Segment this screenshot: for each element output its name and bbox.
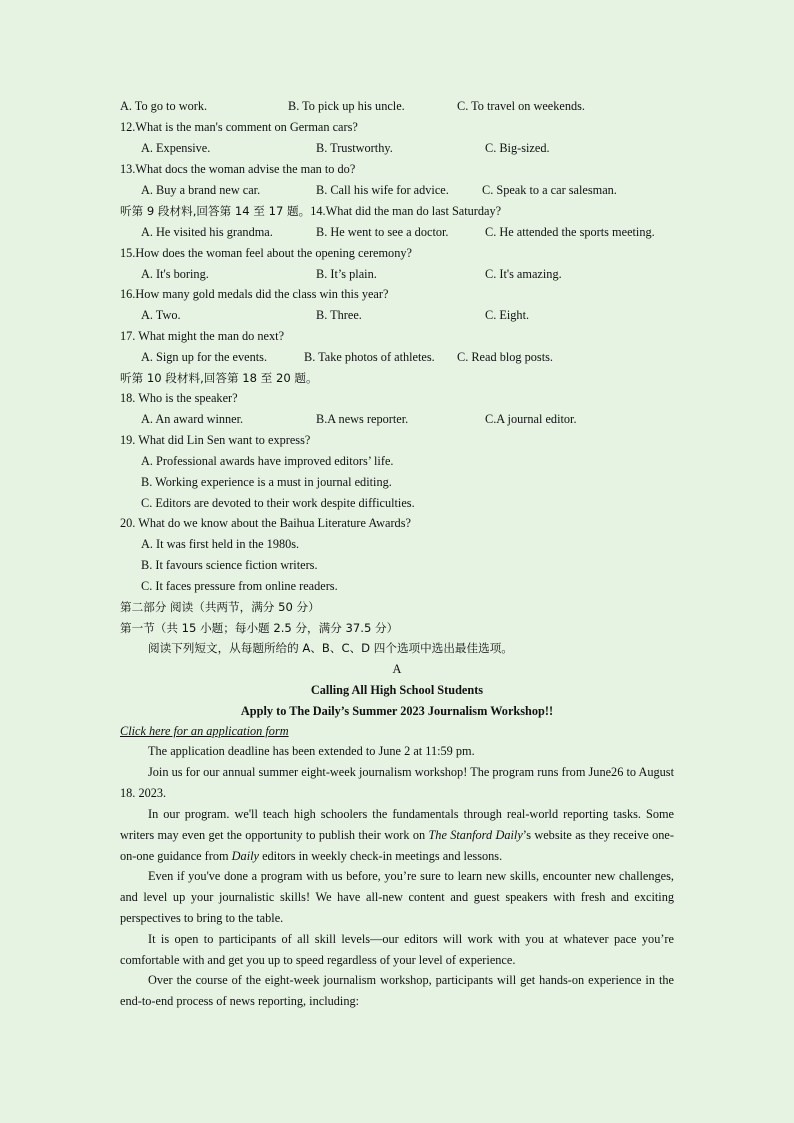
q12-option-a: A. Expensive. <box>141 141 211 155</box>
passage-letter: A <box>392 662 402 676</box>
q11-option-c: C. To travel on weekends. <box>457 99 586 113</box>
passage-paragraph-6 <box>120 970 674 1012</box>
section9-line <box>120 203 501 219</box>
paragraph-6-text: Over the course of the eight-week journalism workshop, participants will get hands-on experience in the end-to-end process of news reporting, including: <box>120 973 674 1008</box>
paragraph-1-text: The application deadline has been extended to June 2 at 11:59 pm. <box>148 744 475 758</box>
part2-heading: 第二部分 阅读（共两节，满分 50 分） <box>120 600 320 614</box>
paragraph-2-text: Join us for our annual summer eight-week journalism workshop! The program runs from June26 to August 18. 2023. <box>120 765 674 800</box>
passage-paragraph-2 <box>120 762 674 804</box>
passage-title: Calling All High School Students <box>310 683 484 697</box>
q15-option-b: B. It’s plain. <box>316 267 377 281</box>
q16-option-b: B. Three. <box>316 308 362 322</box>
passage-paragraph-4 <box>120 866 674 928</box>
q13-option-a: A. Buy a brand new car. <box>141 183 261 197</box>
q19-option-b: B. Working experience is a must in journal editing. <box>141 475 392 489</box>
q14-option-c: C. He attended the sports meeting. <box>485 225 655 239</box>
paragraph-3-text-b: ’s website as they receive one-on-one guidance from <box>120 827 674 863</box>
q12-option-c: C. Big-sized. <box>485 141 550 155</box>
q16-stem: 16.How many gold medals did the class win this year? <box>120 287 389 301</box>
q16-option-c: C. Eight. <box>485 308 530 322</box>
q15-stem: 15.How does the woman feel about the opening ceremony? <box>120 246 412 260</box>
q19-option-c: C. Editors are devoted to their work despite difficulties. <box>141 496 415 510</box>
q18-option-c: C.A journal editor. <box>485 412 577 426</box>
paragraph-4-text: Even if you've done a program with us before, you’re sure to learn new skills, encounter new challenges, and level up your journalistic skills! We have all-new content and guest speakers with fresh and exciting perspectives to bring to the table. <box>120 869 674 925</box>
q13-option-c: C. Speak to a car salesman. <box>482 183 617 197</box>
newspaper-name: The Stanford Daily <box>428 827 523 842</box>
q19-option-a: A. Professional awards have improved editors’ life. <box>141 454 394 468</box>
q20-option-c: C. It faces pressure from online readers. <box>141 579 338 593</box>
q11-option-a: A. To go to work. <box>120 99 208 113</box>
section9-instruction: 听第 9 段材料,回答第 14 至 17 题。 <box>120 204 311 218</box>
passage-paragraph-3 <box>120 804 674 866</box>
q12-option-b: B. Trustworthy. <box>316 141 393 155</box>
q18-stem: 18. Who is the speaker? <box>120 391 238 405</box>
q13-stem: 13.What docs the woman advise the man to do? <box>120 162 356 176</box>
q14-stem: 14.What did the man do last Saturday? <box>310 204 502 218</box>
q15-option-c: C. It's amazing. <box>485 267 562 281</box>
daily-name: Daily <box>231 848 259 863</box>
passage-paragraph-1 <box>120 741 674 762</box>
q17-option-c: C. Read blog posts. <box>457 350 553 364</box>
q14-option-a: A. He visited his grandma. <box>141 225 273 239</box>
q20-option-b: B. It favours science fiction writers. <box>141 558 318 572</box>
q17-option-a: A. Sign up for the events. <box>141 350 268 364</box>
q20-option-a: A. It was first held in the 1980s. <box>141 537 300 551</box>
part2-section1: 第一节（共 15 小题；每小题 2.5 分，满分 37.5 分） <box>120 621 399 635</box>
passage-subtitle: Apply to The Daily’s Summer 2023 Journalism Workshop!! <box>240 704 554 718</box>
q17-stem: 17. What might the man do next? <box>120 329 285 343</box>
q19-stem: 19. What did Lin Sen want to express? <box>120 433 311 447</box>
paragraph-3-text-a: In our program. we'll teach high schoolers the fundamentals through real-world reporting tasks. Some writers may even get the opportunity to publish their work on <box>120 807 674 842</box>
passage-paragraph-5 <box>120 929 674 971</box>
part2-instruction: 阅读下列短文，从每题所给的 A、B、C、D 四个选项中选出最佳选项。 <box>148 641 513 655</box>
paragraph-3-text-c: editors in weekly check-in meetings and lessons. <box>259 848 503 863</box>
q18-option-a: A. An award winner. <box>141 412 244 426</box>
q13-option-b: B. Call his wife for advice. <box>316 183 449 197</box>
q18-option-b: B.A news reporter. <box>316 412 409 426</box>
q14-option-b: B. He went to see a doctor. <box>316 225 449 239</box>
q17-option-b: B. Take photos of athletes. <box>304 350 435 364</box>
q11-option-b: B. To pick up his uncle. <box>288 99 405 113</box>
section10-instruction: 听第 10 段材料,回答第 18 至 20 题。 <box>120 371 318 385</box>
q12-stem: 12.What is the man's comment on German cars? <box>120 120 358 134</box>
application-form-link[interactable]: Click here for an application form <box>120 724 289 738</box>
paragraph-5-text: It is open to participants of all skill levels—our editors will work with you at whatever pace you’re comfortable with and get you up to speed regardless of your level of experience. <box>120 932 674 967</box>
q16-option-a: A. Two. <box>141 308 181 322</box>
q20-stem: 20. What do we know about the Baihua Literature Awards? <box>120 516 411 530</box>
q15-option-a: A. It's boring. <box>141 267 209 281</box>
